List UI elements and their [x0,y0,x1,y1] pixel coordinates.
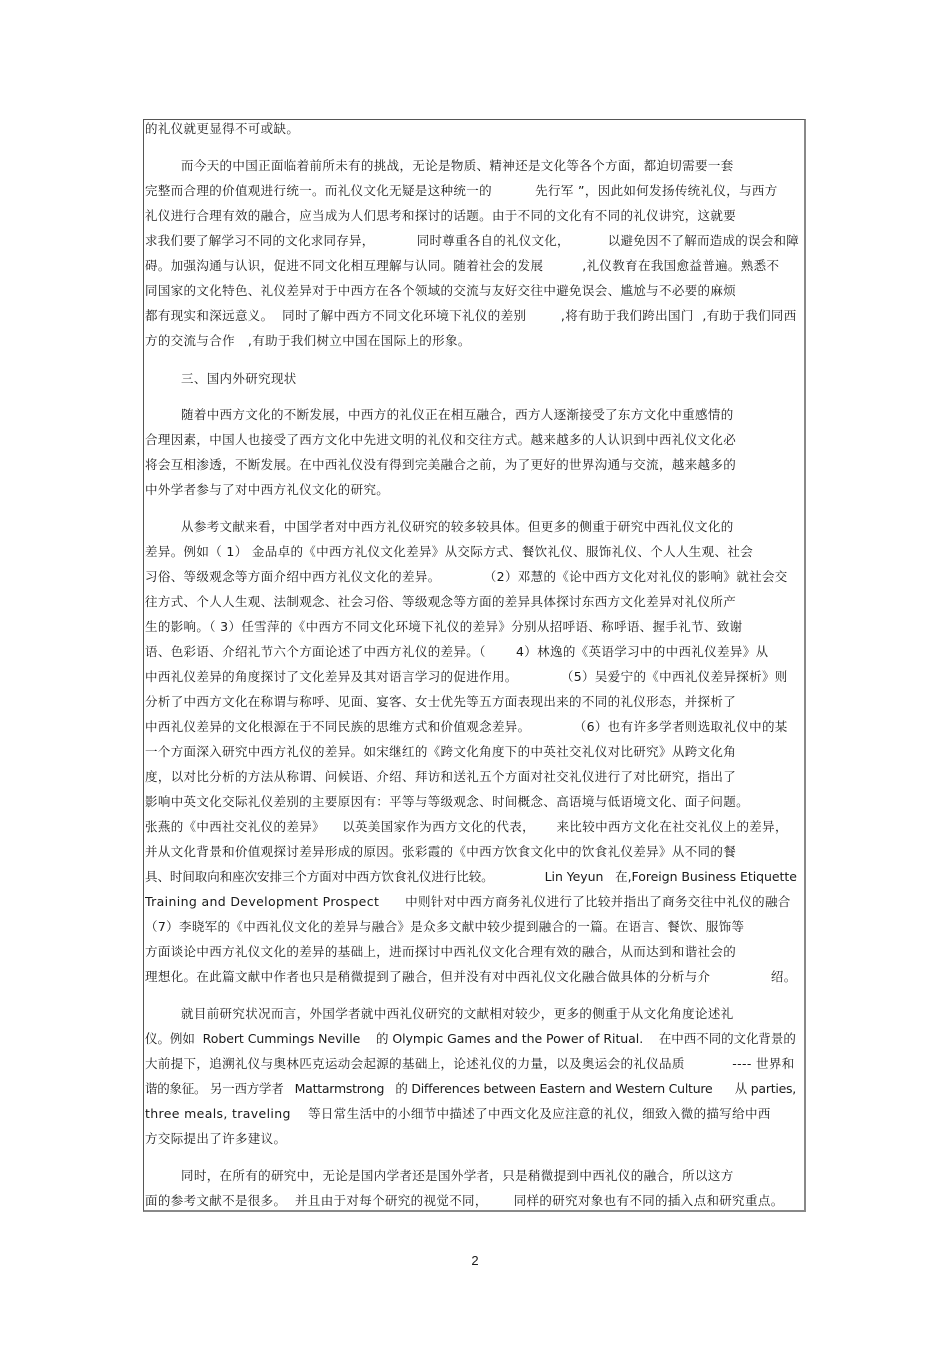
text-line: 碍。加强沟通与认识，促进不同文化相互理解与认同。随着社会的发展 ,礼仪教育在我国愈益普遍。熟悉不 [145,258,780,273]
text-line: 面的参考文献不是很多。 并且由于对每个研究的视觉不同， 同样的研究对象也有不同的插入点和研究重点。 [145,1193,784,1208]
paragraph-first-line: 从参考文献来看，中国学者对中西方礼仪研究的较多较具体。但更多的侧重于研究中西礼仪文化的 [181,519,734,534]
text-line: 一个方面深入研究中西方礼仪的差异。如宋继红的《跨文化角度下的中英社交礼仪对比研究》从跨文化角 [145,744,737,759]
text-line: 谐的象征。 另一西方学者 Mattarmstrong 的 Differences between Eastern and Western Culture 从 parties, [145,1081,797,1096]
text-line: 张燕的《中西社交礼仪的差异》 以英美国家作为西方文化的代表， 来比较中西方文化在社交礼仪上的差异， [145,819,788,834]
text-line: 分析了中西方文化在称谓与称呼、见面、宴客、女士优先等五方面表现出来的不同的礼仪形态，并探析了 [145,694,737,709]
text-line: 求我们要了解学习不同的文化求同存异， 同时尊重各自的礼仪文化， 以避免因不了解而造成的误会和障 [145,233,799,248]
text-line: 中西礼仪差异的角度探讨了文化差异及其对语言学习的促进作用。 （5）吴爱宁的《中西礼仪差异探析》则 [145,669,788,684]
text-line: 方面谈论中西方礼仪文化的差异的基础上，进而探讨中西礼仪文化合理有效的融合，从而达到和谐社会的 [145,944,737,959]
text-line: 完整而合理的价值观进行统一。而礼仪文化无疑是这种统一的 先行军 ”，因此如何发扬传统礼仪，与西方 [145,183,778,198]
text-line: 同国家的文化特色、礼仪差异对于中西方在各个领域的交流与友好交往中避免误会、尴尬与不必要的麻烦 [145,283,737,298]
text-line: 习俗、等级观念等方面介绍中西方礼仪文化的差异。 （2）邓慧的《论中西方文化对礼仪的影响》就社会交 [145,569,788,584]
text-line: 往方式、个人人生观、法制观念、社会习俗、等级观念等方面的差异具体探讨东西方文化差异对礼仪所产 [145,594,737,609]
text-line: （7）李晓军的《中西礼仪文化的差异与融合》是众多文献中较少提到融合的一篇。在语言、餐饮、服饰等 [145,919,745,934]
text-line: Training and Development Prospect 中则针对中西方商务礼仪进行了比较并指出了商务交往中礼仪的融合 [145,894,791,909]
paragraph-first-line: 而今天的中国正面临着前所未有的挑战，无论是物质、精神还是文化等各个方面，都迫切需要一套 [181,158,734,173]
text-line: 合理因素，中国人也接受了西方文化中先进文明的礼仪和交往方式。越来越多的人认识到中西礼仪文化必 [145,432,737,447]
text-line: 都有现实和深远意义。 同时了解中西方不同文化环境下礼仪的差别 ,将有助于我们跨出国门 ,有助于我们同西 [145,308,797,323]
text-line: 的礼仪就更显得不可或缺。 [145,121,300,136]
text-line: three meals, traveling 等日常生活中的小细节中描述了中西文化及应注意的礼仪，细致入微的描写给中西 [145,1106,771,1121]
text-line: 影响中英文化交际礼仪差别的主要原因有：平等与等级观念、时间概念、高语境与低语境文化、面子问题。 [145,794,749,809]
paragraph-first-line: 同时，在所有的研究中，无论是国内学者还是国外学者，只是稍微提到中西礼仪的融合，所以这方 [181,1168,734,1183]
text-line: 度，以对比分析的方法从称谓、问候语、介绍、拜访和送礼五个方面对社交礼仪进行了对比研究，指出了 [145,769,737,784]
text-line: 语、色彩语、介绍礼节六个方面论述了中西方礼仪的差异。（ 4）林逸的《英语学习中的中西礼仪差异》从 [145,644,769,659]
text-line: 差异。例如（ 1） 金品卓的《中西方礼仪文化差异》从交际方式、餐饮礼仪、服饰礼仪、个人人生观、社会 [145,544,754,559]
text-line: 理想化。在此篇文献中作者也只是稍微提到了融合，但并没有对中西礼仪文化融合做具体的分析与介 绍。 [145,969,797,984]
text-line: 方的交流与合作 ,有助于我们树立中国在国际上的形象。 [145,333,471,348]
text-line: 中外学者参与了对中西方礼仪文化的研究。 [145,482,390,497]
text-line: 并从文化背景和价值观探讨差异形成的原因。张彩霞的《中西方饮食文化中的饮食礼仪差异》从不同的餐 [145,844,737,859]
text-line: 礼仪进行合理有效的融合，应当成为人们思考和探讨的话题。由于不同的文化有不同的礼仪讲究，这就要 [145,208,737,223]
paragraph-first-line: 就目前研究状况而言，外国学者就中西礼仪研究的文献相对较少，更多的侧重于从文化角度论述礼 [181,1006,734,1021]
text-line: 方交际提出了许多建议。 [145,1131,287,1146]
section-heading: 三、国内外研究现状 [181,371,297,386]
text-line: 具、时间取向和座次安排三个方面对中西方饮食礼仪进行比较。 Lin Yeyun 在,Foreign Business Etiquette [145,869,797,884]
text-line: 中西礼仪差异的文化根源在于不同民族的思维方式和价值观念差异。 （6）也有许多学者则选取礼仪中的某 [145,719,788,734]
text-line: 将会互相渗透，不断发展。在中西礼仪没有得到完美融合之前，为了更好的世界沟通与交流，越来越多的 [145,457,737,472]
page-number: 2 [471,1253,479,1268]
text-line: 大前提下，追溯礼仪与奥林匹克运动会起源的基础上，论述礼仪的力量，以及奥运会的礼仪品质 ---- 世界和 [145,1056,795,1071]
text-line: 仪。例如 Robert Cummings Neville 的 Olympic Games and the Power of Ritual. 在中西不同的文化背景的 [145,1031,796,1046]
text-line: 生的影响。（ 3）任雪萍的《中西方不同文化环境下礼仪的差异》分别从招呼语、称呼语、握手礼节、致谢 [145,619,743,634]
paragraph-first-line: 随着中西方文化的不断发展，中西方的礼仪正在相互融合，西方人逐渐接受了东方文化中重感情的 [181,407,734,422]
